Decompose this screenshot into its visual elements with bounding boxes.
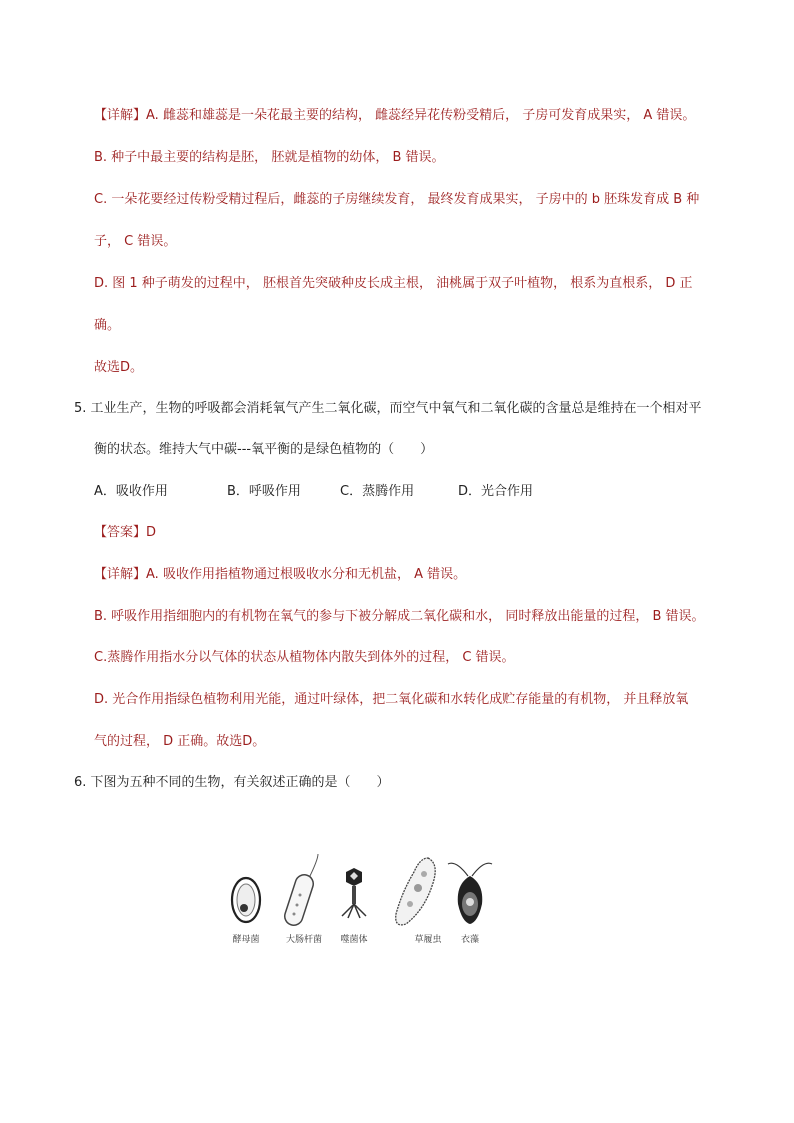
q5-explain-d1: D. 光合作用指绿色植物利用光能，通过叶绿体，把二氧化碳和水转化成贮存能量的有机物， 并且释放氧 (94, 692, 689, 707)
q5-explain-c: C.蒸腾作用指水分以气体的状态从植物体内散失到体外的过程， C 错误。 (94, 650, 515, 665)
caption-bacteriophage: 噬菌体 (340, 935, 368, 945)
q5-option-a: A．吸收作用 (94, 484, 168, 499)
q5-option-d: D．光合作用 (458, 484, 534, 499)
q5-stem-line1: 5. 工业生产，生物的呼吸都会消耗氧气产生二氧化碳，而空气中氧气和二氧化碳的含量总是维持在一个相对平 (74, 401, 702, 416)
q5-explain-a: 【详解】A. 吸收作用指植物通过根吸收水分和无机盐， A 错误。 (94, 567, 467, 582)
caption-yeast: 酵母菌 (232, 935, 260, 945)
q4-explain-c1: C. 一朵花要经过传粉受精过程后，雌蕊的子房继续发育， 最终发育成果实， 子房中的 b 胚珠发育成 B 种 (94, 192, 700, 207)
caption-e-coli: 大肠杆菌 (285, 935, 322, 945)
bacteriophage-illustration (330, 850, 390, 950)
answer-tag: 【答案】 (94, 525, 147, 540)
q4-explain-c2: 子， C 错误。 (94, 234, 177, 249)
answer-value: D (146, 525, 157, 540)
caption-chlamydomonas: 衣藻 (460, 935, 479, 945)
q4-explain-d1: D. 图 1 种子萌发的过程中， 胚根首先突破种皮长成主根， 油桃属于双子叶植物， 根系为直根系， D 正 (94, 276, 693, 291)
q4-conclusion: 故选D。 (94, 360, 144, 375)
q5-explain-b: B. 呼吸作用指细胞内的有机物在氧气的参与下被分解成二氧化碳和水， 同时释放出能量的过程， B 错误。 (94, 609, 705, 624)
caption-paramecium: 草履虫 (414, 935, 442, 945)
organisms-figure (228, 850, 508, 950)
q5-stem-line2: 衡的状态。维持大气中碳---氧平衡的是绿色植物的（ ） (94, 442, 434, 457)
chlamydomonas-illustration (446, 850, 506, 950)
paramecium-illustration (388, 850, 448, 950)
q4-explain-a: 【详解】A. 雌蕊和雄蕊是一朵花最主要的结构， 雌蕊经异花传粉受精后， 子房可发育成果实， A 错误。 (94, 108, 696, 123)
q4-explain-b: B. 种子中最主要的结构是胚， 胚就是植物的幼体， B 错误。 (94, 150, 445, 165)
q4-explain-d2: 确。 (94, 318, 121, 333)
q5-explain-d2: 气的过程， D 正确。故选D。 (94, 734, 266, 749)
explain-tag: 【详解】 (94, 567, 147, 582)
q5-option-b: B．呼吸作用 (227, 484, 301, 499)
q5-options (94, 483, 533, 501)
q6-stem: 6. 下图为五种不同的生物，有关叙述正确的是（ ） (74, 775, 390, 790)
explain-tag: 【详解】 (94, 108, 147, 123)
q5-option-c: C．蒸腾作用 (340, 484, 415, 499)
q5-answer (94, 524, 156, 542)
